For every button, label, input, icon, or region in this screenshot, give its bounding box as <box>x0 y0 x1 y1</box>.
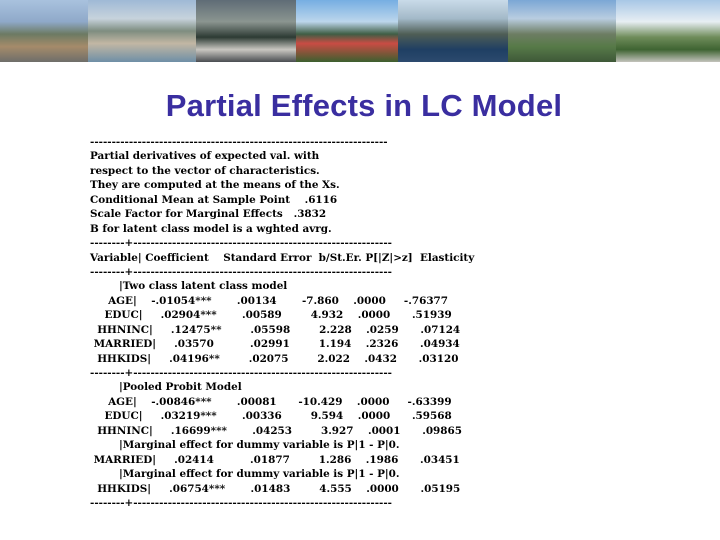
output-line: --------+------------------------------------------------------------ <box>90 496 392 509</box>
garden-flowers-photo <box>296 0 398 62</box>
lakeside-promenade-photo <box>508 0 616 62</box>
output-line: HHNINC| .12475** .05598 2.228 .0259 .07124 <box>90 323 461 336</box>
output-line: HHNINC| .16699*** .04253 3.927 .0001 .09865 <box>90 424 462 437</box>
output-line: EDUC| .03219*** .00336 9.594 .0000 .59568 <box>90 410 452 423</box>
output-line: AGE| -.01054*** .00134 -7.860 .0000 -.76377 <box>90 294 449 307</box>
output-line: HHKIDS| .06754*** .01483 4.555 .0000 .05195 <box>90 482 461 495</box>
output-line: --------+------------------------------------------------------------ <box>90 265 392 278</box>
output-line: Variable| Coefficient Standard Error b/St.Er. P[|Z|>z] Elasticity <box>90 251 475 264</box>
output-line: B for latent class model is a wghted avrg. <box>90 222 332 235</box>
output-line: Scale Factor for Marginal Effects .3832 <box>90 208 327 221</box>
output-line: |Pooled Probit Model <box>90 381 242 394</box>
output-line: Partial derivatives of expected val. with <box>90 150 320 163</box>
output-line: MARRIED| .02414 .01877 1.286 .1986 .03451 <box>90 453 460 466</box>
lake-fountain-photo <box>196 0 296 62</box>
output-line: They are computed at the means of the Xs. <box>90 179 340 192</box>
output-line: --------------------------------------------------------------------- <box>90 136 388 148</box>
output-line: respect to the vector of characteristics. <box>90 164 320 177</box>
output-line: --------+------------------------------------------------------------ <box>90 367 392 379</box>
output-line: |Two class latent class model <box>90 280 288 293</box>
slide-title: Partial Effects in LC Model <box>165 88 563 123</box>
lakeside-town-photo <box>0 0 88 62</box>
output-line: |Marginal effect for dummy variable is P|1 - P|0. <box>90 439 400 452</box>
output-line: AGE| -.00846*** .00081 -10.429 .0000 -.63399 <box>90 395 452 408</box>
output-line: --------+------------------------------------------------------------ <box>90 237 392 250</box>
output-line: Conditional Mean at Sample Point .6116 <box>90 193 338 206</box>
output-line: |Marginal effect for dummy variable is P|1 - P|0. <box>90 468 400 481</box>
mountain-lake-photo <box>398 0 508 62</box>
photo-banner <box>0 0 720 62</box>
park-trees-photo <box>616 0 720 62</box>
harbor-town-photo <box>88 0 196 62</box>
output-line: MARRIED| .03570 .02991 1.194 .2326 .04934 <box>90 338 460 351</box>
output-line: HHKIDS| .04196** .02075 2.022 .0432 .03120 <box>90 352 459 365</box>
regression-output <box>90 135 474 510</box>
output-line: EDUC| .02904*** .00589 4.932 .0000 .51939 <box>90 309 452 322</box>
